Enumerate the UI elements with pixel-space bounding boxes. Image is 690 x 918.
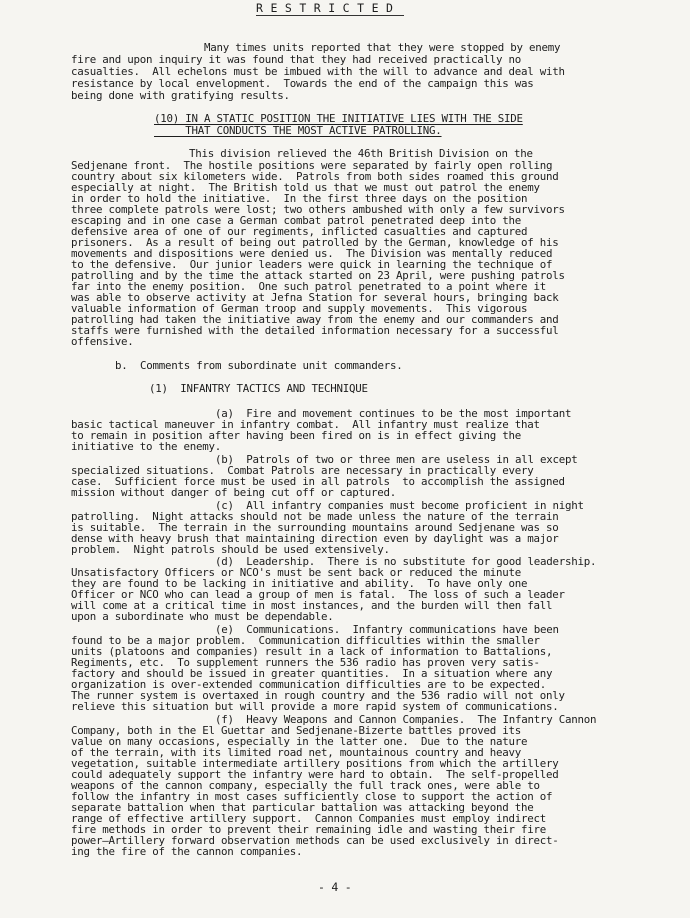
section-heading: THAT CONDUCTS THE MOST ACTIVE PATROLLING. [154, 124, 442, 137]
para-line: prisoners. As a result of being out patrolled by the German, knowledge of his [71, 236, 559, 249]
para-line: specialized situations. Combat Patrols are necessary in practically every [71, 464, 534, 477]
para-line: range of effective artillery support. Cannon Companies must employ indirect [71, 812, 547, 825]
para-line: is suitable. The terrain in the surrounding mountains around Sedjenane was so [71, 521, 559, 534]
para-line: (a) Fire and movement continues to be the most important [215, 407, 572, 420]
para-line: upon a subordinate who must be dependable. [71, 610, 334, 623]
para-line: problem. Night patrols should be used extensively. [71, 543, 390, 556]
para-line: case. Sufficient force must be used in all patrols to accomplish the assigned [71, 475, 565, 488]
para-line: ing the fire of the cannon companies. [71, 845, 303, 858]
para-line: organization is over-extended communication difficulties are to be expected. [71, 678, 547, 691]
header-underline [256, 15, 404, 16]
para-line: movements and dispositions were denied us. The Division was mentally reduced [71, 247, 553, 260]
para-line: to the defensive. Our junior leaders were quick in learning the technique of [71, 258, 553, 271]
para-line: valuable information of German troop and supply movements. This vigorous [71, 302, 528, 315]
para-line: vegetation, suitable intermediate artillery positions from which the artillery [71, 757, 559, 770]
para-line: casualties. All echelons must be imbued with the will to advance and deal with [71, 65, 565, 78]
para-line: separate battalion when that particular battalion was attacking beyond the [71, 801, 534, 814]
para-line: This division relieved the 46th British Division on the [189, 147, 533, 160]
para-line: found to be a major problem. Communication difficulties within the smaller [71, 634, 540, 647]
para-line: (d) Leadership. There is no substitute for good leadership. [215, 555, 597, 568]
para-line: value on many occasions, especially in the latter one. Due to the nature [71, 735, 528, 748]
para-line: they are found to be lacking in initiative and ability. To have only one [71, 577, 528, 590]
page-header: R E S T R I C T E D [256, 1, 394, 15]
para-line: weapons of the cannon company, especially the full track ones, were able to [71, 779, 540, 792]
para-line: patrolling had taken the initiative away from the enemy and our commanders and [71, 313, 559, 326]
para-line: (e) Communications. Infantry communications have been [215, 623, 559, 636]
para-line: staffs were furnished with the detailed information necessary for a successful [71, 324, 559, 337]
para-line: being done with gratifying results. [71, 89, 290, 102]
para-line: units (platoons and companies) result in a lack of information to Battalions, [71, 645, 553, 658]
para-line: fire and upon inquiry it was found that they had received practically no [71, 53, 522, 66]
section-heading: (10) IN A STATIC POSITION THE INITIATIVE LIES WITH THE SIDE [154, 112, 523, 125]
subsection-heading: b. Comments from subordinate unit commanders. [115, 359, 403, 372]
para-line: The runner system is overtaxed in rough country and the 536 radio will not only [71, 689, 565, 702]
para-line: far into the enemy position. One such patrol penetrated to a point where it [71, 280, 547, 293]
para-line: relieve this situation but will provide a more rapid system of communications. [71, 700, 559, 713]
para-line: (f) Heavy Weapons and Cannon Companies. The Infantry Cannon [215, 713, 597, 726]
para-line: initiative to the enemy. [71, 440, 222, 453]
para-line: (c) All infantry companies must become proficient in night [215, 499, 584, 512]
para-line: Company, both in the El Guettar and Sedjenane-Bizerte battles proved its [71, 724, 522, 737]
page-number: - 4 - [318, 880, 352, 894]
para-line: dense with heavy brush that maintaining direction even by daylight was a major [71, 532, 559, 545]
para-line: Unsatisfactory Officers or NCO's must be sent back or reduced the minute [71, 566, 522, 579]
para-line: escaping and in one case a German combat patrol penetrated deep into the [71, 214, 522, 227]
para-line: Sedjenane front. The hostile positions were separated by fairly open rolling [71, 159, 553, 172]
para-line: power—Artillery forward observation methods can be used exclusively in direct- [71, 834, 559, 847]
para-line: could adequately support the infantry were hard to obtain. The self-propelled [71, 768, 559, 781]
para-line: patrolling. Night attacks should not be made unless the nature of the terrain [71, 510, 559, 523]
para-line: follow the infantry in most cases sufficiently close to support the action of [71, 790, 553, 803]
para-line: factory and should be issued in greater quantities. In a situation where any [71, 667, 553, 680]
para-line: mission without danger of being cut off or captured. [71, 486, 397, 499]
para-line: to remain in position after having been fired on is in effect giving the [71, 429, 522, 442]
para-line: (b) Patrols of two or three men are useless in all except [215, 453, 578, 466]
para-line: Regiments, etc. To supplement runners the 536 radio has proven very satis- [71, 656, 540, 669]
para-line: Officer or NCO who can lead a group of men is fatal. The loss of such a leader [71, 588, 565, 601]
para-line: was able to observe activity at Jefna Station for several hours, bringing back [71, 291, 559, 304]
para-line: country about six kilometers wide. Patrols from both sides roamed this ground [71, 170, 559, 183]
para-line: fire methods in order to prevent their remaining idle and wasting their fire [71, 823, 547, 836]
para-line: of the terrain, with its limited road net, mountainous country and heavy [71, 746, 522, 759]
para-line: Many times units reported that they were stopped by enemy [204, 41, 561, 54]
para-line: will come at a critical time in most instances, and the burden will then fall [71, 599, 553, 612]
para-line: in order to hold the initiative. In the first three days on the position [71, 192, 528, 205]
para-line: offensive. [71, 335, 134, 348]
para-line: basic tactical maneuver in infantry combat. All infantry must realize that [71, 418, 540, 431]
para-line: resistance by local envelopment. Towards the end of the campaign this was [71, 77, 534, 90]
para-line: defensive area of one of our regiments, inflicted casualties and captured [71, 225, 528, 238]
para-line: three complete patrols were lost; two others ambushed with only a few survivors [71, 203, 565, 216]
para-line: especially at night. The British told us that we must out patrol the enemy [71, 181, 540, 194]
para-line: patrolling and by the time the attack started on 23 April, were pushing patrols [71, 269, 565, 282]
subsection-heading: (1) INFANTRY TACTICS AND TECHNIQUE [149, 382, 368, 395]
